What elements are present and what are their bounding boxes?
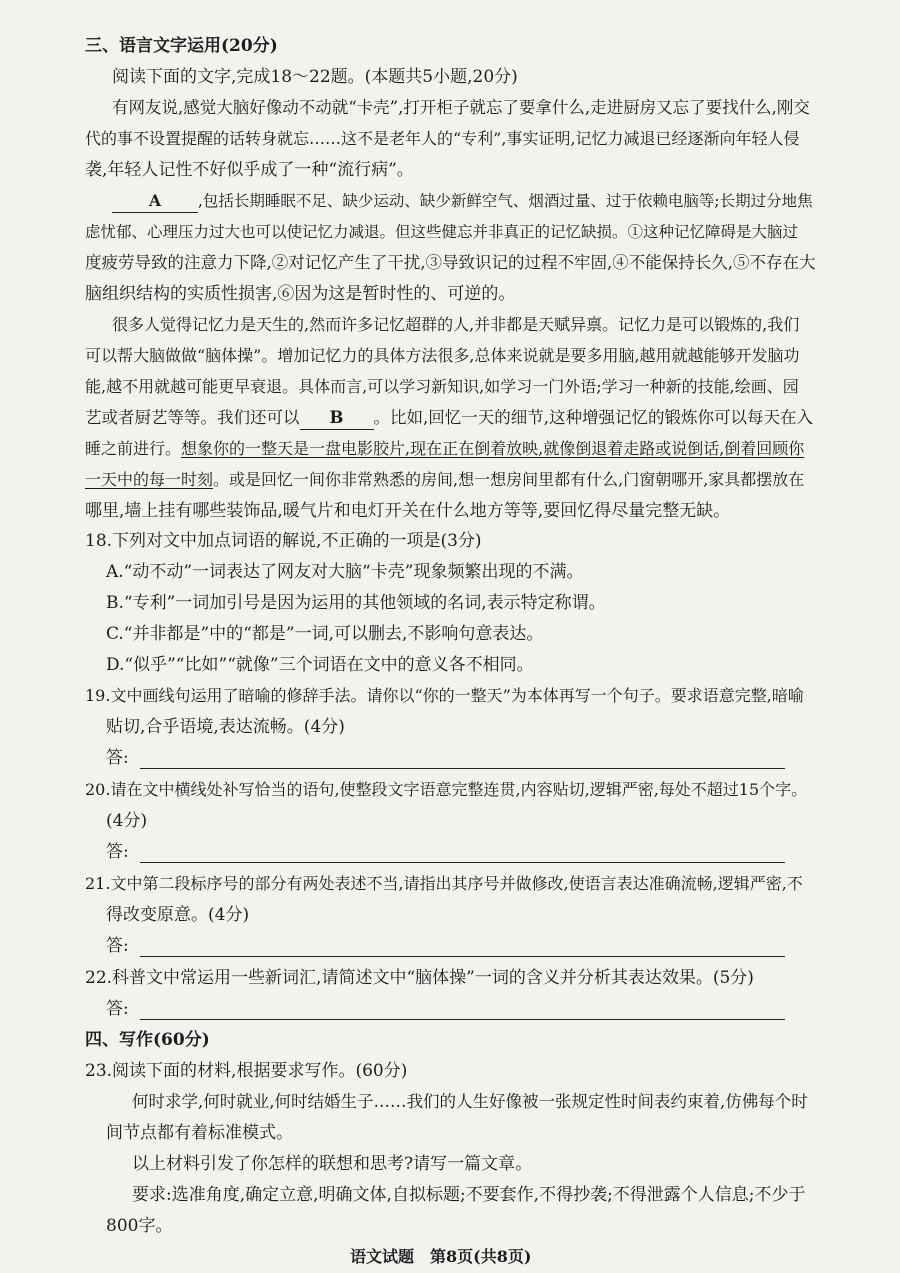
- passage-p3-line-6: [85, 469, 804, 491]
- q23-material-line-2: 间节点都有着标准模式。: [106, 1123, 293, 1143]
- underlined-sentence-part-2: 一天中的每一时刻: [85, 470, 214, 489]
- passage-p2-line-1: [112, 190, 813, 213]
- passage-p1-line-3: 袭,年轻人记性不好似乎成了一种“流行病”。: [85, 160, 414, 180]
- passage-p3-line-3: 能,越不用就越可能更早衰退。具体而言,可以学习新知识,如学习一门外语;学习一种新的技能,绘画、园: [85, 377, 799, 396]
- q23-material-line-1: 何时求学,何时就业,何时结婚生子……我们的人生好像被一张规定性时间表约束着,仿佛每个时: [132, 1092, 808, 1111]
- q23-requirements-line-2: 800字。: [106, 1216, 173, 1236]
- passage-p3-line-5a: 睡之前进行。: [85, 439, 182, 458]
- passage-p2-line-1-text: ,包括长期睡眠不足、缺少运动、缺少新鲜空气、烟酒过量、过于依赖电脑等;长期过分地焦: [198, 192, 813, 210]
- q23-prompt: 以上材料引发了你怎样的联想和思考?请写一篇文章。: [132, 1154, 533, 1174]
- passage-p3-line-1: 很多人觉得记忆力是天生的,然而许多记忆超群的人,并非都是天赋异禀。记忆力是可以锻炼的,我们: [112, 315, 800, 334]
- q18-option-c: C.“并非都是”中的“都是”一词,可以删去,不影响句意表达。: [106, 624, 544, 644]
- passage-p2-line-3: 度疲劳导致的注意力下降,②对记忆产生了干扰,③导致识记的过程不牢固,④不能保持长久,⑤不存在大: [85, 253, 816, 272]
- q19-answer-label: 答:: [106, 748, 129, 768]
- passage-p2-line-4: 脑组织结构的实质性损害,⑥因为这是暂时性的、可逆的。: [85, 284, 516, 304]
- blank-b: B: [300, 407, 374, 430]
- q23-requirements-line-1: 要求:选准角度,确定立意,明确文体,自拟标题;不要套作,不得抄袭;不得泄露个人信息;不少于: [132, 1185, 806, 1205]
- section-3-title: 三、语言文字运用(20分): [85, 36, 278, 56]
- section-3-intro: 阅读下面的文字,完成18～22题。(本题共5小题,20分): [112, 67, 518, 87]
- q18-option-d: D.“似乎”“比如”“就像”三个词语在文中的意义各不相同。: [106, 655, 534, 675]
- passage-p3-line-4: [85, 407, 813, 430]
- q18-stem: 18.下列对文中加点词语的解说,不正确的一项是(3分): [85, 531, 482, 551]
- q22-answer-line[interactable]: [140, 1019, 785, 1020]
- passage-p1-line-1: 有网友说,感觉大脑好像动不动就“卡壳”,打开柜子就忘了要拿什么,走进厨房又忘了要找什么,刚交: [112, 98, 810, 117]
- q21-answer-label: 答:: [106, 936, 129, 956]
- q21-stem-line-1: 21.文中第二段标序号的部分有两处表述不当,请指出其序号并做修改,使语言表达准确流畅,逻辑严密,不: [85, 874, 803, 893]
- q20-answer-line[interactable]: [140, 862, 785, 863]
- section-4-title: 四、写作(60分): [85, 1030, 210, 1050]
- passage-p3-line-4b: 。比如,回忆一天的细节,这种增强记忆的锻炼你可以每天在入: [373, 408, 813, 427]
- q18-option-a: A.“动不动”一词表达了网友对大脑“卡壳”现象频繁出现的不满。: [106, 562, 584, 582]
- q19-stem-line-1: 19.文中画线句运用了暗喻的修辞手法。请你以“你的一整天”为本体再写一个句子。要求语意完整,暗喻: [85, 686, 804, 705]
- passage-p3-line-5: [85, 438, 804, 460]
- q21-answer-line[interactable]: [140, 956, 785, 957]
- q22-stem: 22.科普文中常运用一些新词汇,请简述文中“脑体操”一词的含义并分析其表达效果。(5分): [85, 968, 754, 988]
- q19-answer-line[interactable]: [140, 768, 785, 769]
- underlined-sentence-part-1: 想象你的一整天是一盘电影胶片,现在正在倒着放映,就像倒退着走路或说倒话,倒着回顾你: [181, 439, 805, 458]
- q20-answer-label: 答:: [106, 842, 129, 862]
- q19-stem-line-2: 贴切,合乎语境,表达流畅。(4分): [106, 717, 345, 737]
- q22-answer-label: 答:: [106, 999, 129, 1019]
- passage-p3-line-4a: 艺或者厨艺等等。我们还可以: [85, 408, 300, 427]
- passage-p2-line-2: 虑忧郁、心理压力过大也可以使记忆力减退。但这些健忘并非真正的记忆缺损。①这种记忆障碍是大脑过: [85, 223, 799, 241]
- passage-p3-line-7: 哪里,墙上挂有哪些装饰品,暖气片和电灯开关在什么地方等等,要回忆得尽量完整无缺。: [85, 501, 731, 521]
- q20-stem-line-2: (4分): [106, 811, 148, 831]
- q21-stem-line-2: 得改变原意。(4分): [106, 905, 250, 925]
- passage-p3-line-2: 可以帮大脑做做“脑体操”。增加记忆力的具体方法很多,总体来说就是要多用脑,越用就越能够开发脑功: [85, 346, 800, 365]
- q20-stem-line-1: 20.请在文中横线处补写恰当的语句,使整段文字语意完整连贯,内容贴切,逻辑严密,每处不超过15个字。: [85, 780, 808, 799]
- q18-option-b: B.“专利”一词加引号是因为运用的其他领域的名词,表示特定称谓。: [106, 593, 606, 613]
- passage-p3-line-6b: 。或是回忆一间你非常熟悉的房间,想一想房间里都有什么,门窗朝哪开,家具都摆放在: [213, 470, 805, 489]
- page-footer: 语文试题 第8页(共8页): [350, 1247, 532, 1266]
- passage-p1-line-2: 代的事不设置提醒的话转身就忘……这不是老年人的“专利”,事实证明,记忆力减退已经逐渐向年轻人侵: [85, 129, 800, 148]
- q23-stem: 23.阅读下面的材料,根据要求写作。(60分): [85, 1061, 408, 1081]
- blank-a: A: [112, 190, 198, 213]
